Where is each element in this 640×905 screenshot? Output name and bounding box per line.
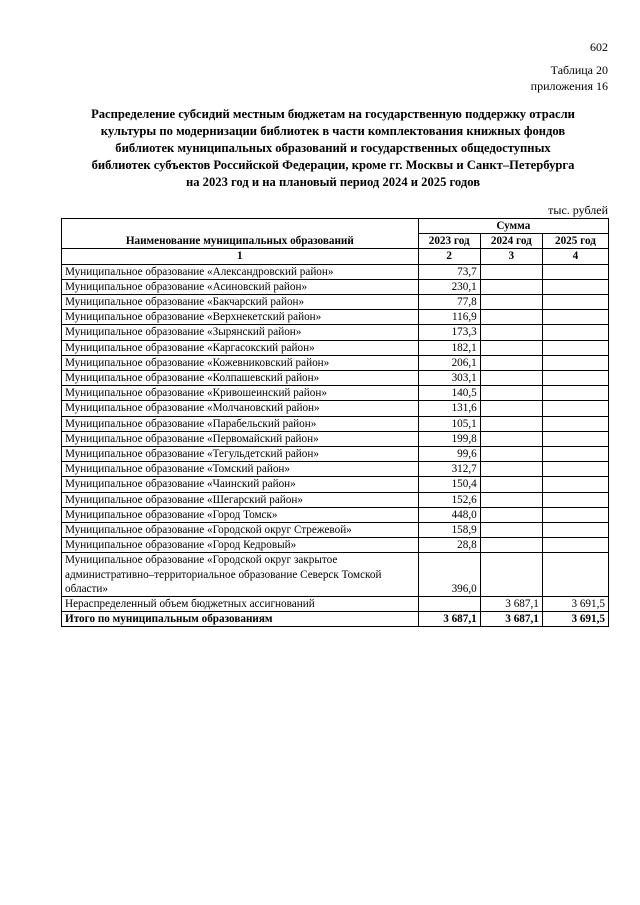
value-2025: [542, 295, 608, 310]
value-2024: [480, 264, 542, 279]
title-line: Распределение субсидий местным бюджетам на государственную поддержку отрасли: [91, 107, 575, 121]
value-2025: [542, 355, 608, 370]
header-year-2024: 2024 год: [480, 234, 542, 249]
value-2024: [480, 538, 542, 553]
table-row: [62, 477, 609, 492]
value-2024: [480, 295, 542, 310]
table-row: [62, 447, 609, 462]
value-2024: [480, 462, 542, 477]
value-2023: 28,8: [418, 538, 480, 553]
value-2023: 116,9: [418, 310, 480, 325]
col-number: 1: [62, 249, 419, 264]
municipality-name: Муниципальное образование «Зырянский район»: [62, 325, 419, 340]
value-2024: [480, 371, 542, 386]
value-2023: 303,1: [418, 371, 480, 386]
municipality-name: Муниципальное образование «Александровский район»: [62, 264, 419, 279]
value-2024: [480, 416, 542, 431]
title-line: культуры по модернизации библиотек в части комплектования книжных фондов: [100, 124, 566, 138]
document-title: [58, 106, 608, 191]
value-2025: [542, 310, 608, 325]
value-2023: 131,6: [418, 401, 480, 416]
value-2023: [418, 597, 480, 612]
value-2025: [542, 477, 608, 492]
table-ref-line1: Таблица 20: [550, 63, 608, 77]
table-ref-line2: приложения 16: [530, 79, 608, 93]
municipality-name: Муниципальное образование «Первомайский район»: [62, 431, 419, 446]
table-body: [62, 264, 609, 627]
value-2024: [480, 386, 542, 401]
value-2024: [480, 340, 542, 355]
municipality-name: Муниципальное образование «Каргасокский район»: [62, 340, 419, 355]
subsidy-table: [61, 218, 609, 627]
table-row: [62, 507, 609, 522]
value-2023: 312,7: [418, 462, 480, 477]
value-2023: 99,6: [418, 447, 480, 462]
table-row: [62, 340, 609, 355]
municipality-name: Муниципальное образование «Шегарский район»: [62, 492, 419, 507]
header-year-2023: 2023 год: [418, 234, 480, 249]
value-2023: 206,1: [418, 355, 480, 370]
value-2024: [480, 325, 542, 340]
municipality-name: Муниципальное образование «Верхнекетский район»: [62, 310, 419, 325]
value-2025: [542, 538, 608, 553]
col-number: 2: [418, 249, 480, 264]
total-2025: 3 691,5: [542, 612, 608, 627]
total-label: Итого по муниципальным образованиям: [62, 612, 419, 627]
municipality-name: Муниципальное образование «Городской округ закрытое административно–территориальное образование Северск Томской области»: [62, 553, 419, 597]
table-row: [62, 416, 609, 431]
value-2025: [542, 492, 608, 507]
municipality-name: Муниципальное образование «Парабельский район»: [62, 416, 419, 431]
table-row: [62, 264, 609, 279]
table-row: [62, 279, 609, 294]
table-row: [62, 523, 609, 538]
col-number: 4: [542, 249, 608, 264]
value-2024: [480, 553, 542, 597]
header-row: [62, 219, 609, 234]
value-2025: [542, 431, 608, 446]
header-year-2025: 2025 год: [542, 234, 608, 249]
value-2025: [542, 507, 608, 522]
value-2023: 140,5: [418, 386, 480, 401]
value-2023: 105,1: [418, 416, 480, 431]
header-name: Наименование муниципальных образований: [62, 219, 419, 249]
value-2025: [542, 416, 608, 431]
municipality-name: Муниципальное образование «Кривошеинский район»: [62, 386, 419, 401]
table-row: [62, 325, 609, 340]
value-2023: 396,0: [418, 553, 480, 597]
table-row: [62, 310, 609, 325]
value-2025: [542, 264, 608, 279]
value-2024: [480, 401, 542, 416]
value-2024: [480, 507, 542, 522]
value-2023: 173,3: [418, 325, 480, 340]
table-reference: [531, 62, 608, 94]
value-2024: [480, 431, 542, 446]
column-numbers-row: [62, 249, 609, 264]
table-row: [62, 295, 609, 310]
municipality-name: Муниципальное образование «Город Томск»: [62, 507, 419, 522]
total-2024: 3 687,1: [480, 612, 542, 627]
value-2023: 448,0: [418, 507, 480, 522]
table-row: [62, 553, 609, 597]
municipality-name: Муниципальное образование «Кожевниковский район»: [62, 355, 419, 370]
table-row: [62, 462, 609, 477]
table-row: [62, 371, 609, 386]
value-2023: 150,4: [418, 477, 480, 492]
value-2024: [480, 523, 542, 538]
value-2025: [542, 523, 608, 538]
value-2024: [480, 447, 542, 462]
value-2025: [542, 553, 608, 597]
table-row: [62, 355, 609, 370]
value-2023: 73,7: [418, 264, 480, 279]
table-row: [62, 431, 609, 446]
value-2024: [480, 477, 542, 492]
title-line: библиотек субъектов Российской Федерации, кроме гг. Москвы и Санкт–Петербурга: [91, 158, 575, 172]
value-2024: 3 687,1: [480, 597, 542, 612]
value-2025: [542, 340, 608, 355]
value-2025: [542, 386, 608, 401]
value-2023: 77,8: [418, 295, 480, 310]
value-2023: 199,8: [418, 431, 480, 446]
header-sum: Сумма: [418, 219, 608, 234]
municipality-name: Муниципальное образование «Томский район»: [62, 462, 419, 477]
municipality-name: Муниципальное образование «Чаинский район»: [62, 477, 419, 492]
title-line: библиотек муниципальных образований и государственных общедоступных: [115, 141, 551, 155]
value-2023: 182,1: [418, 340, 480, 355]
table-row: [62, 401, 609, 416]
value-2025: [542, 401, 608, 416]
value-2024: [480, 492, 542, 507]
page-number: 602: [590, 40, 608, 54]
units-label: тыс. рублей: [548, 203, 608, 217]
table-row: [62, 597, 609, 612]
value-2023: 230,1: [418, 279, 480, 294]
value-2023: 158,9: [418, 523, 480, 538]
table-row: [62, 492, 609, 507]
municipality-name: Муниципальное образование «Молчановский район»: [62, 401, 419, 416]
value-2025: [542, 279, 608, 294]
col-number: 3: [480, 249, 542, 264]
total-2023: 3 687,1: [418, 612, 480, 627]
table-row: [62, 538, 609, 553]
municipality-name: Муниципальное образование «Городской округ Стрежевой»: [62, 523, 419, 538]
value-2025: 3 691,5: [542, 597, 608, 612]
value-2025: [542, 371, 608, 386]
municipality-name: Нераспределенный объем бюджетных ассигнований: [62, 597, 419, 612]
total-row: [62, 612, 609, 627]
municipality-name: Муниципальное образование «Асиновский район»: [62, 279, 419, 294]
value-2025: [542, 325, 608, 340]
municipality-name: Муниципальное образование «Бакчарский район»: [62, 295, 419, 310]
value-2023: 152,6: [418, 492, 480, 507]
municipality-name: Муниципальное образование «Город Кедровый»: [62, 538, 419, 553]
value-2024: [480, 279, 542, 294]
municipality-name: Муниципальное образование «Тегульдетский район»: [62, 447, 419, 462]
value-2024: [480, 310, 542, 325]
value-2024: [480, 355, 542, 370]
municipality-name: Муниципальное образование «Колпашевский район»: [62, 371, 419, 386]
value-2025: [542, 447, 608, 462]
value-2025: [542, 462, 608, 477]
title-line: на 2023 год и на плановый период 2024 и 2025 годов: [185, 175, 481, 189]
table-row: [62, 386, 609, 401]
